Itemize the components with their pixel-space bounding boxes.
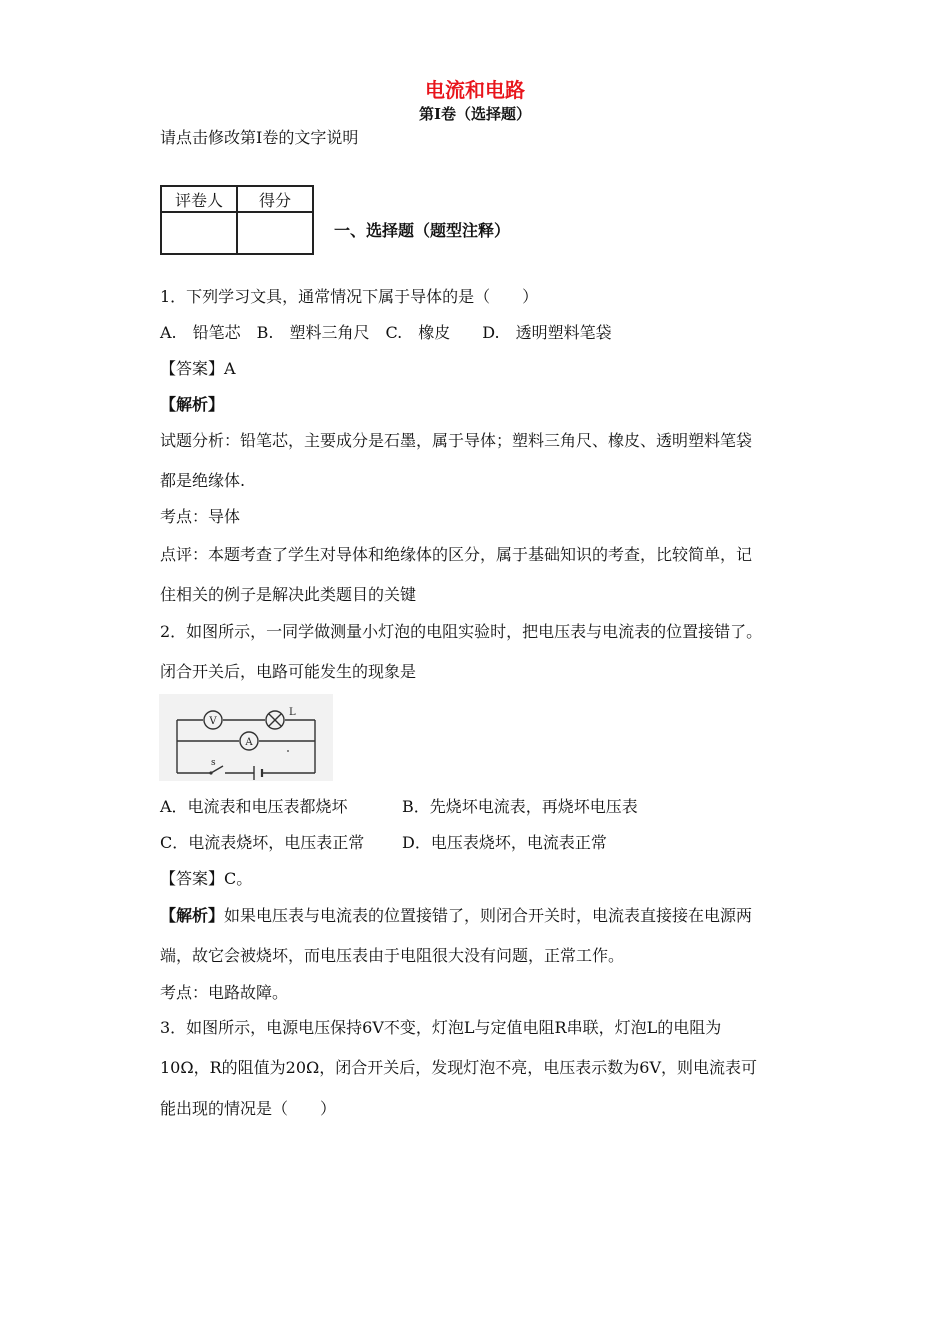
q1-analysis-line2: 都是绝缘体. bbox=[160, 471, 246, 490]
q1-stem: 1．下列学习文具，通常情况下属于导体的是（ ） bbox=[160, 287, 539, 306]
q1-comment-line1: 点评：本题考查了学生对导体和绝缘体的区分，属于基础知识的考查，比较简单，记 bbox=[160, 545, 753, 564]
grader-cell[interactable] bbox=[161, 212, 237, 254]
q1-comment-line2: 住相关的例子是解决此类题目的关键 bbox=[160, 585, 417, 604]
score-cell[interactable] bbox=[237, 212, 313, 254]
q3-stem-line1: 3．如图所示，电源电压保持6V不变，灯泡L与定值电阻R串联，灯泡L的电阻为 bbox=[160, 1018, 722, 1037]
instruction-text[interactable]: 请点击修改第I卷的文字说明 bbox=[160, 128, 359, 147]
q2-stem-line1: 2．如图所示，一同学做测量小灯泡的电阻实验时，把电压表与电流表的位置接错了。 bbox=[160, 622, 763, 641]
q1-answer: 【答案】A bbox=[160, 359, 236, 378]
ammeter-label: A bbox=[245, 737, 253, 748]
lamp-label: L bbox=[289, 707, 296, 718]
q2-option-a: A．电流表和电压表都烧坏 bbox=[160, 797, 348, 816]
q2-option-c: C．电流表烧坏，电压表正常 bbox=[160, 833, 365, 852]
q2-option-b: B．先烧坏电流表，再烧坏电压表 bbox=[402, 797, 638, 816]
q2-analysis-line2: 端，故它会被烧坏，而电压表由于电阻很大没有问题，正常工作。 bbox=[160, 946, 625, 965]
q2-analysis-text: 如果电压表与电流表的位置接错了，则闭合开关时，电流表直接接在电源两 bbox=[224, 906, 753, 925]
grader-header: 评卷人 bbox=[161, 186, 237, 212]
switch-label: s bbox=[211, 758, 216, 768]
q3-stem-line2: 10Ω，R的阻值为20Ω，闭合开关后，发现灯泡不亮，电压表示数为6V，则电流表可 bbox=[160, 1058, 758, 1077]
voltmeter-label: V bbox=[209, 716, 217, 727]
q2-kaodian: 考点：电路故障。 bbox=[160, 983, 289, 1002]
q3-stem-line3: 能出现的情况是（ ） bbox=[160, 1099, 337, 1118]
circuit-diagram bbox=[159, 694, 333, 781]
q2-stem-line2: 闭合开关后，电路可能发生的现象是 bbox=[160, 662, 417, 681]
q1-options: A. 铅笔芯 B. 塑料三角尺 C. 橡皮 D. 透明塑料笔袋 bbox=[160, 323, 612, 342]
q2-answer: 【答案】C。 bbox=[160, 869, 253, 888]
section-heading: 一、选择题（题型注释） bbox=[334, 221, 511, 240]
document-title: 电流和电路 bbox=[425, 78, 525, 102]
q1-kaodian: 考点：导体 bbox=[160, 507, 241, 526]
q1-analysis-heading: 【解析】 bbox=[160, 395, 225, 414]
score-header: 得分 bbox=[237, 186, 313, 212]
q2-analysis-heading: 【解析】 bbox=[160, 906, 225, 925]
score-table bbox=[160, 185, 314, 255]
q1-analysis-line1: 试题分析：铅笔芯，主要成分是石墨，属于导体；塑料三角尺、橡皮、透明塑料笔袋 bbox=[160, 431, 753, 450]
q2-analysis-line1 bbox=[160, 906, 752, 926]
volume-heading: 第I卷（选择题） bbox=[418, 105, 532, 123]
q2-option-d: D．电压表烧坏，电流表正常 bbox=[402, 833, 607, 852]
